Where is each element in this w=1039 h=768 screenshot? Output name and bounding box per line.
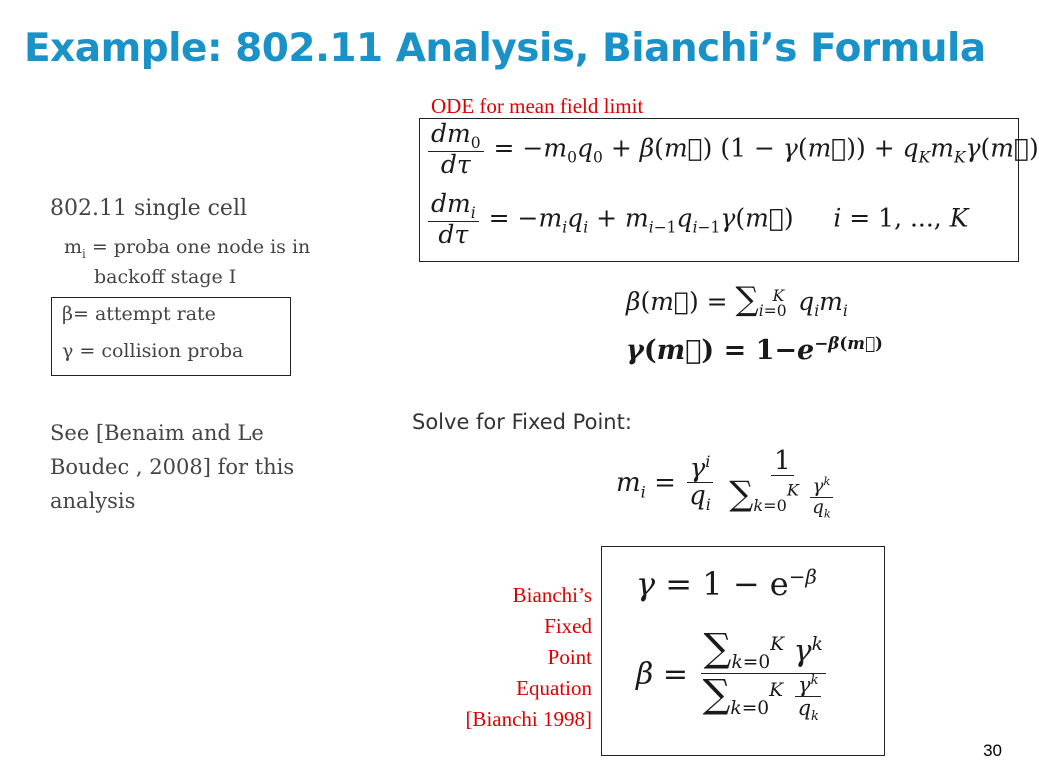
mi-definition-text: = proba one node is in [91,236,311,258]
beta-gamma-box [51,297,291,376]
mi-definition [64,236,310,261]
bianchi-label [430,580,592,735]
bianchi-label-line-5: [Bianchi 1998] [465,707,592,731]
solve-label: Solve for Fixed Point: [412,410,632,434]
gamma-formula: γ(m⃗) = $1-e^{-\beta(m⃗)}$ [626,333,883,366]
reference-line-3: analysis [50,489,136,513]
bianchi-gamma-equation: $\gamma = 1 - e^{-\beta}$ [636,565,817,603]
bianchi-beta-equation: β = $\sum_{k=0}^K$ $\gamma^k$ $\sum_{k=0}^K$ $\frac{\gamma^k}{q_k}$ [636,629,829,723]
reference-line-2: Boudec , 2008] for this [50,455,295,479]
ode-box [419,118,1039,262]
ode-equation-1: $\frac{dm_0}{d\tau}$ = $-m_0q_0$ + β(m⃗) (1 − γ(m⃗)) + $q_Km_K\gamma(m⃗)$ [426,121,1039,179]
fixed-point-mi-formula: $m_i$ = $\frac{\gamma^i}{q_i}$ 1 $\sum_{k=0}^K$ $\frac{\gamma^k}{q_k}$ [616,448,841,520]
bianchi-label-line-3: Point [547,645,592,669]
ode-label: ODE for mean field limit [431,94,644,118]
beta-formula: β(m⃗) = $\sum_{i=0}^K$ $q_im_i$ [626,280,848,320]
bianchi-label-line-2: Fixed [544,614,592,638]
slide-title: Example: 802.11 Analysis, Bianchi’s Formula [24,26,986,71]
mi-symbol: m [64,236,83,258]
ode-equation-2: $\frac{dm_i}{d\tau}$ = $-m_iq_i$ + $m_{i-1}q_{i-1}\gamma(m⃗)$ i = 1, ..., K [426,191,968,249]
mi-subscript: i [82,246,86,261]
mi-definition-continued: backoff stage I [94,266,237,288]
bianchi-label-line-4: Equation [516,676,592,700]
beta-definition: β= attempt rate [62,303,216,325]
bianchi-label-line-1: Bianchi’s [512,583,592,607]
single-cell-heading: 802.11 single cell [50,196,248,221]
reference-note [50,416,294,518]
bianchi-box [601,546,885,756]
page-number: 30 [983,741,1002,760]
gamma-definition: γ = collision proba [62,340,244,362]
reference-line-1: See [Benaim and Le [50,421,264,445]
